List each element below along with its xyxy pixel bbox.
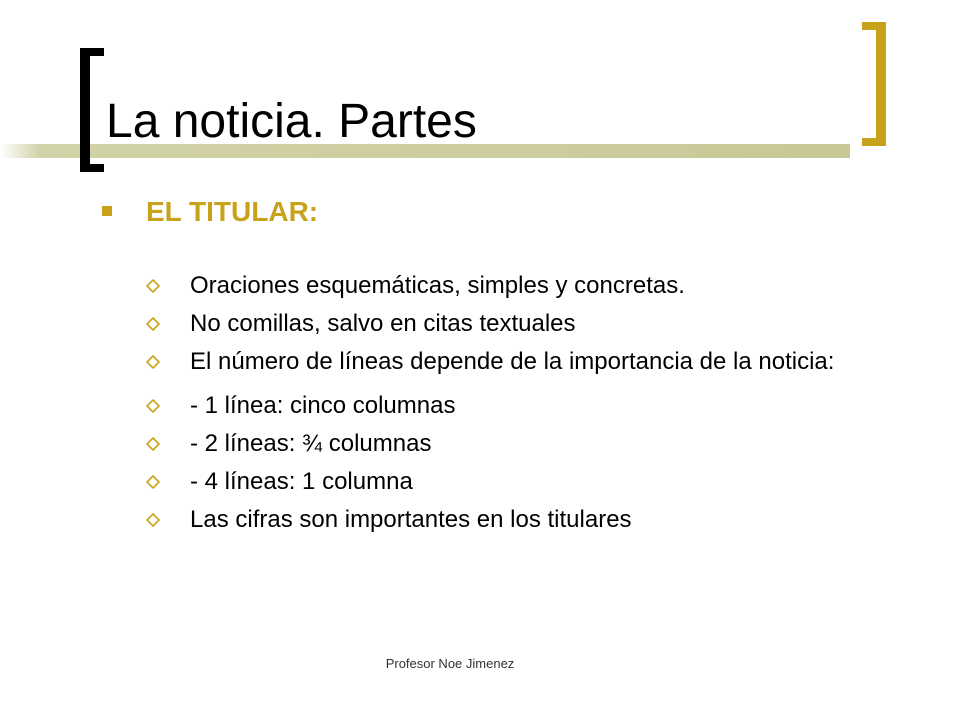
list-item (146, 270, 906, 302)
list-item (146, 390, 906, 422)
list-item-text: - 2 líneas: ¾ columnas (190, 430, 432, 457)
list-item (146, 466, 906, 498)
hollow-diamond-bullet-icon (146, 355, 160, 369)
hollow-diamond-bullet-icon (146, 279, 160, 293)
hollow-diamond-bullet-icon (146, 437, 160, 451)
list-item-text: El número de líneas depende de la importancia de la noticia: (190, 348, 835, 375)
list-item (146, 428, 906, 460)
square-bullet-icon (102, 206, 112, 216)
list-item-text: - 1 línea: cinco columnas (190, 392, 456, 419)
slide-title: La noticia. Partes (106, 95, 477, 148)
section-heading-text: EL TITULAR: (146, 196, 319, 227)
right-bracket-decoration (862, 22, 886, 146)
slide-footer: Profesor Noe Jimenez (385, 656, 515, 671)
hollow-diamond-bullet-icon (146, 399, 160, 413)
hollow-diamond-bullet-icon (146, 475, 160, 489)
list-item (146, 504, 906, 536)
bullet-list (146, 270, 906, 542)
list-item (146, 308, 906, 340)
list-item-text: - 4 líneas: 1 columna (190, 468, 413, 495)
list-item-text: Las cifras son importantes en los titulares (190, 506, 632, 533)
hollow-diamond-bullet-icon (146, 317, 160, 331)
hollow-diamond-bullet-icon (146, 513, 160, 527)
list-item (146, 346, 906, 378)
list-item-text: Oraciones esquemáticas, simples y concretas. (190, 272, 685, 299)
left-bracket-decoration (80, 48, 104, 172)
list-item-text: No comillas, salvo en citas textuales (190, 310, 576, 337)
